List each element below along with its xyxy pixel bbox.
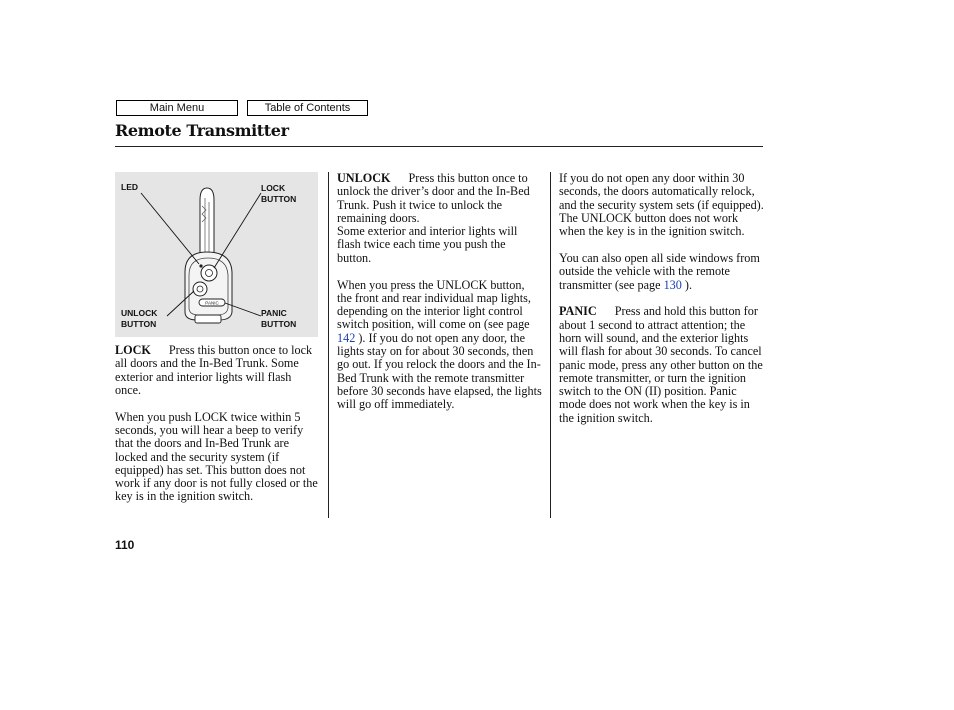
unlock-paragraph bbox=[337, 172, 542, 225]
lock-leader-line bbox=[214, 193, 261, 268]
panic-keyword: PANIC bbox=[559, 304, 597, 319]
panic-key-text: PANIC bbox=[205, 300, 219, 306]
lock-description: Press this button once to lock all doors and the In-Bed Trunk. Some exterior and interior lights will flash once. bbox=[115, 343, 313, 397]
lock-button-label bbox=[261, 183, 296, 204]
panic-description: Press and hold this button for about 1 second to attract attention; the horn will sound, and the exterior lights will flash for about 30 seconds. To cancel panic mode, press any other button on the remote transmitter, or turn the ignition switch to the ON (II) position. Panic mode does not work when the key is in the ignition switch. bbox=[559, 304, 763, 425]
unlock-map-lights-paragraph bbox=[337, 279, 542, 412]
table-of-contents-button[interactable]: Table of Contents bbox=[247, 100, 368, 116]
unlock-label-line-2: BUTTON bbox=[121, 318, 157, 329]
map-lights-text-a: When you press the UNLOCK button, the front and rear individual map lights, depending on the interior light control switch position, will come on (see page bbox=[337, 277, 531, 332]
column-lock bbox=[115, 344, 320, 517]
unlock-label-line-1: UNLOCK bbox=[121, 308, 158, 318]
column-panic bbox=[559, 172, 764, 439]
column-divider bbox=[328, 172, 329, 518]
remote-transmitter-figure bbox=[115, 172, 318, 337]
panic-label-line-1: PANIC bbox=[261, 308, 287, 318]
lock-keyword: LOCK bbox=[115, 343, 151, 357]
led-label: LED bbox=[121, 182, 138, 192]
unlock-description: Press this button once to unlock the driver’s door and the In-Bed Trunk. Push it twice to unlock the remaining doors. bbox=[337, 171, 530, 225]
windows-text-a: You can also open all side windows from outside the vehicle with the remote transmitter (see page bbox=[559, 250, 760, 292]
windows-text-b: ). bbox=[684, 277, 693, 292]
panic-paragraph bbox=[559, 305, 764, 425]
column-unlock bbox=[337, 172, 542, 425]
panic-label-line-2: BUTTON bbox=[261, 318, 297, 329]
lock-paragraph bbox=[115, 344, 320, 397]
led-leader-line bbox=[141, 193, 199, 264]
windows-paragraph bbox=[559, 252, 764, 292]
lock-label-line-2: BUTTON bbox=[261, 193, 297, 204]
lock-twice-paragraph: When you push LOCK twice within 5 seconds, you will hear a beep to verify that the doors and In-Bed Trunk are locked and the security system (if equipped) has set. This button does not work if any door is not fully closed or the key is in the ignition switch. bbox=[115, 409, 318, 504]
unlock-keyword: UNLOCK bbox=[337, 171, 391, 185]
title-divider bbox=[115, 146, 763, 147]
unlock-lights-paragraph: Some exterior and interior lights will flash twice each time you push the button. bbox=[337, 224, 518, 265]
page-title: Remote Transmitter bbox=[115, 121, 289, 140]
relock-paragraph: If you do not open any door within 30 seconds, the doors automatically relock, and the security system sets (if equipped). The UNLOCK button does not work when the key is in the ignition switch. bbox=[559, 171, 764, 239]
lock-label-line-1: LOCK bbox=[261, 183, 286, 193]
map-lights-text-b: ). If you do not open any door, the lights stay on for about 30 seconds, then go out. If you relock the doors and the In-Bed Trunk with the remote transmitter before 30 seconds have elapsed, the lights will go off immediately. bbox=[337, 330, 542, 412]
page-142-link[interactable]: 142 bbox=[337, 330, 356, 345]
main-menu-button[interactable]: Main Menu bbox=[116, 100, 238, 116]
page-number: 110 bbox=[115, 538, 135, 552]
page-130-link[interactable]: 130 bbox=[663, 277, 682, 292]
column-divider bbox=[550, 172, 551, 518]
panic-button-label bbox=[261, 308, 296, 329]
unlock-button-label bbox=[121, 308, 157, 329]
